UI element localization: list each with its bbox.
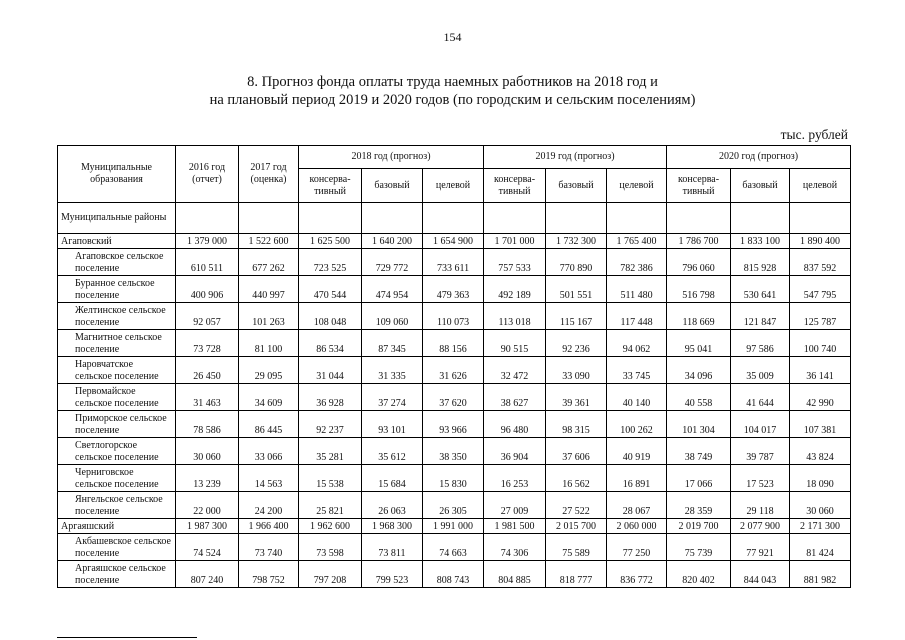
table-cell-value: 75 739 [667, 534, 731, 561]
table-cell-value: 104 017 [731, 411, 790, 438]
col-header-2019: 2019 год (прогноз) [484, 146, 667, 169]
settlement-row [58, 357, 851, 384]
table-cell-value: 73 728 [176, 330, 239, 357]
table-cell-value: 25 821 [299, 492, 362, 519]
table-cell-value: 1 890 400 [790, 234, 851, 249]
table-cell-value: 474 954 [362, 276, 423, 303]
col-header-target: целевой [423, 169, 484, 203]
col-header-2020: 2020 год (прогноз) [667, 146, 851, 169]
table-cell-value: 34 096 [667, 357, 731, 384]
row-label: Магнитное сельское поселение [75, 332, 162, 355]
table-cell-value: 470 544 [299, 276, 362, 303]
table-cell-value: 93 101 [362, 411, 423, 438]
table-cell-value: 1 654 900 [423, 234, 484, 249]
table-cell-value: 92 236 [546, 330, 607, 357]
table-cell-value: 29 118 [731, 492, 790, 519]
settlement-name [58, 276, 176, 303]
row-label: Аргаяшское сельское поселение [75, 563, 166, 586]
table-cell-value: 36 928 [299, 384, 362, 411]
col-header-conservative: консерва-тивный [667, 169, 731, 203]
settlement-row [58, 561, 851, 588]
col-header-municipal: Муниципальные образования [58, 146, 176, 203]
table-cell-value: 27 522 [546, 492, 607, 519]
col-header-base: базовый [731, 169, 790, 203]
table-cell-value: 87 345 [362, 330, 423, 357]
table-cell-value: 36 904 [484, 438, 546, 465]
settlement-name [58, 411, 176, 438]
row-label: Наровчатское сельское поселение [75, 359, 159, 382]
table-cell-value: 1 968 300 [362, 519, 423, 534]
district-row [58, 519, 851, 534]
table-cell-value: 92 237 [299, 411, 362, 438]
table-cell-value: 17 523 [731, 465, 790, 492]
table-cell-value: 100 262 [607, 411, 667, 438]
col-header-conservative: консерва-тивный [484, 169, 546, 203]
table-cell-value: 1 981 500 [484, 519, 546, 534]
table-cell-value: 81 100 [239, 330, 299, 357]
settlement-name [58, 249, 176, 276]
title-line-1: 8. Прогноз фонда оплаты труда наемных работников на 2018 год и [247, 74, 658, 90]
table-cell-value: 26 450 [176, 357, 239, 384]
page-title [0, 73, 905, 109]
table-cell-value: 820 402 [667, 561, 731, 588]
col-header-base: базовый [362, 169, 423, 203]
table-cell-value: 36 141 [790, 357, 851, 384]
table-cell-value: 81 424 [790, 534, 851, 561]
table-cell-value: 1 765 400 [607, 234, 667, 249]
table-cell-value: 30 060 [790, 492, 851, 519]
table-cell-value: 27 009 [484, 492, 546, 519]
table-cell-value: 38 749 [667, 438, 731, 465]
table-cell-value: 1 625 500 [299, 234, 362, 249]
table-cell-value: 1 701 000 [484, 234, 546, 249]
table-cell-value: 88 156 [423, 330, 484, 357]
table-cell-value: 400 906 [176, 276, 239, 303]
table-cell-value: 782 386 [607, 249, 667, 276]
table-cell-value: 34 609 [239, 384, 299, 411]
table-cell-value: 40 919 [607, 438, 667, 465]
table-cell-value: 39 361 [546, 384, 607, 411]
table-cell-value: 15 538 [299, 465, 362, 492]
table-cell-value: 1 786 700 [667, 234, 731, 249]
settlement-name [58, 303, 176, 330]
table-cell-value: 1 991 000 [423, 519, 484, 534]
header-row-years [58, 146, 851, 169]
table-cell-value: 90 515 [484, 330, 546, 357]
table-cell-value: 15 830 [423, 465, 484, 492]
table-cell-value: 108 048 [299, 303, 362, 330]
district-name [58, 519, 176, 534]
table-cell-value: 22 000 [176, 492, 239, 519]
table-cell-value: 74 306 [484, 534, 546, 561]
col-header-target: целевой [607, 169, 667, 203]
settlement-row [58, 465, 851, 492]
row-label: Желтинское сельское поселение [75, 305, 166, 328]
table-cell-value: 38 627 [484, 384, 546, 411]
table-cell-value: 796 060 [667, 249, 731, 276]
col-header-conservative: консерва-тивный [299, 169, 362, 203]
table-cell-value: 95 041 [667, 330, 731, 357]
table-cell-value: 43 824 [790, 438, 851, 465]
units-label: тыс. рублей [780, 127, 848, 142]
table-cell-value: 16 562 [546, 465, 607, 492]
row-label: Янгельское сельское поселение [75, 494, 163, 517]
settlement-name [58, 384, 176, 411]
page-number: 154 [443, 30, 462, 44]
table-cell-value: 516 798 [667, 276, 731, 303]
table-cell-value: 35 009 [731, 357, 790, 384]
row-label: Аргаяшский [61, 521, 115, 532]
table-cell-value: 1 966 400 [239, 519, 299, 534]
settlement-name [58, 357, 176, 384]
table-cell-value: 797 208 [299, 561, 362, 588]
settlement-row [58, 330, 851, 357]
table-cell-value: 74 524 [176, 534, 239, 561]
table-cell-value: 501 551 [546, 276, 607, 303]
table-cell-value: 815 928 [731, 249, 790, 276]
settlement-row [58, 249, 851, 276]
table-cell-value: 37 620 [423, 384, 484, 411]
settlement-name [58, 492, 176, 519]
table-cell-value: 118 669 [667, 303, 731, 330]
col-header-2016: 2016 год (отчет) [176, 146, 239, 203]
row-label: Акбашевское сельское поселение [75, 536, 171, 559]
table-cell-value: 97 586 [731, 330, 790, 357]
table-cell-value: 15 684 [362, 465, 423, 492]
table-cell-value: 78 586 [176, 411, 239, 438]
settlement-row [58, 534, 851, 561]
col-header-target: целевой [790, 169, 851, 203]
table-cell-value: 98 315 [546, 411, 607, 438]
settlement-row [58, 438, 851, 465]
table-cell-value: 28 359 [667, 492, 731, 519]
table-cell-value: 37 274 [362, 384, 423, 411]
table-cell-value: 844 043 [731, 561, 790, 588]
table-cell-value: 73 598 [299, 534, 362, 561]
table-cell-value: 24 200 [239, 492, 299, 519]
settlement-row [58, 411, 851, 438]
table-cell-value: 93 966 [423, 411, 484, 438]
table-cell-value: 1 640 200 [362, 234, 423, 249]
row-label: Агаповский [61, 236, 112, 247]
row-label: Буранное сельское поселение [75, 278, 155, 301]
table-cell-value: 26 063 [362, 492, 423, 519]
table-cell-value: 86 445 [239, 411, 299, 438]
table-cell-value: 799 523 [362, 561, 423, 588]
table-cell-value: 31 044 [299, 357, 362, 384]
table-cell-value: 40 558 [667, 384, 731, 411]
title-line-2: на плановый период 2019 и 2020 годов (по городским и сельским поселениям) [209, 92, 696, 108]
settlement-name [58, 465, 176, 492]
table-cell-value: 836 772 [607, 561, 667, 588]
table-cell-value: 75 589 [546, 534, 607, 561]
table-cell-value: 2 171 300 [790, 519, 851, 534]
table-cell-value: 804 885 [484, 561, 546, 588]
col-header-2017: 2017 год (оценка) [239, 146, 299, 203]
table-cell-value: 18 090 [790, 465, 851, 492]
table-cell-value: 1 522 600 [239, 234, 299, 249]
row-label: Первомайское сельское поселение [75, 386, 159, 409]
table-cell-value: 100 740 [790, 330, 851, 357]
table-cell-value: 530 641 [731, 276, 790, 303]
table-cell-value: 1 962 600 [299, 519, 362, 534]
row-label: Черниговское сельское поселение [75, 467, 159, 490]
regions-row [58, 203, 851, 234]
table-cell-value: 101 304 [667, 411, 731, 438]
table-cell-value: 1 833 100 [731, 234, 790, 249]
table-cell-value: 94 062 [607, 330, 667, 357]
regions-label: Муниципальные районы [58, 203, 176, 234]
table-cell-value: 28 067 [607, 492, 667, 519]
row-label: Агаповское сельское поселение [75, 251, 164, 274]
table-cell-value: 1 732 300 [546, 234, 607, 249]
table-cell-value: 610 511 [176, 249, 239, 276]
table-cell-value: 677 262 [239, 249, 299, 276]
table-cell-value: 798 752 [239, 561, 299, 588]
table-cell-value: 16 891 [607, 465, 667, 492]
settlement-row [58, 492, 851, 519]
table-cell-value: 30 060 [176, 438, 239, 465]
table-cell-value: 29 095 [239, 357, 299, 384]
table-cell-value: 92 057 [176, 303, 239, 330]
table-cell-value: 14 563 [239, 465, 299, 492]
table-cell-value: 113 018 [484, 303, 546, 330]
table-cell-value: 74 663 [423, 534, 484, 561]
table-cell-value: 115 167 [546, 303, 607, 330]
table-cell-value: 818 777 [546, 561, 607, 588]
table-cell-value: 17 066 [667, 465, 731, 492]
table-cell-value: 440 997 [239, 276, 299, 303]
settlement-name [58, 330, 176, 357]
table-cell-value: 101 263 [239, 303, 299, 330]
col-header-2018: 2018 год (прогноз) [299, 146, 484, 169]
table-cell-value: 96 480 [484, 411, 546, 438]
table-cell-value: 73 740 [239, 534, 299, 561]
table-cell-value: 837 592 [790, 249, 851, 276]
table-cell-value: 73 811 [362, 534, 423, 561]
table-cell-value: 807 240 [176, 561, 239, 588]
table-cell-value: 770 890 [546, 249, 607, 276]
settlement-row [58, 303, 851, 330]
table-cell-value: 42 990 [790, 384, 851, 411]
table-cell-value: 808 743 [423, 561, 484, 588]
district-name [58, 234, 176, 249]
table-cell-value: 35 281 [299, 438, 362, 465]
table-cell-value: 33 745 [607, 357, 667, 384]
table-cell-value: 107 381 [790, 411, 851, 438]
row-label: Светлогорское сельское поселение [75, 440, 159, 463]
table-cell-value: 31 463 [176, 384, 239, 411]
table-cell-value: 38 350 [423, 438, 484, 465]
table-cell-value: 77 250 [607, 534, 667, 561]
table-cell-value: 492 189 [484, 276, 546, 303]
settlement-row [58, 384, 851, 411]
district-row [58, 234, 851, 249]
footnote-divider [57, 637, 197, 638]
table-cell-value: 729 772 [362, 249, 423, 276]
table-cell-value: 31 335 [362, 357, 423, 384]
table-cell-value: 733 611 [423, 249, 484, 276]
table-cell-value: 2 019 700 [667, 519, 731, 534]
table-cell-value: 33 066 [239, 438, 299, 465]
table-cell-value: 13 239 [176, 465, 239, 492]
table-cell-value: 110 073 [423, 303, 484, 330]
settlement-name [58, 534, 176, 561]
settlement-row [58, 276, 851, 303]
table-cell-value: 125 787 [790, 303, 851, 330]
table-cell-value: 109 060 [362, 303, 423, 330]
table-cell-value: 86 534 [299, 330, 362, 357]
table-cell-value: 757 533 [484, 249, 546, 276]
table-cell-value: 547 795 [790, 276, 851, 303]
table-cell-value: 511 480 [607, 276, 667, 303]
table-cell-value: 479 363 [423, 276, 484, 303]
table-cell-value: 2 060 000 [607, 519, 667, 534]
table-cell-value: 37 606 [546, 438, 607, 465]
row-label: Приморское сельское поселение [75, 413, 167, 436]
table-cell-value: 16 253 [484, 465, 546, 492]
table-cell-value: 77 921 [731, 534, 790, 561]
table-cell-value: 1 379 000 [176, 234, 239, 249]
table-cell-value: 32 472 [484, 357, 546, 384]
table-cell-value: 2 015 700 [546, 519, 607, 534]
table-cell-value: 1 987 300 [176, 519, 239, 534]
payroll-forecast-table [57, 145, 851, 588]
table-cell-value: 35 612 [362, 438, 423, 465]
table-cell-value: 41 644 [731, 384, 790, 411]
table-cell-value: 40 140 [607, 384, 667, 411]
table-cell-value: 723 525 [299, 249, 362, 276]
table-cell-value: 39 787 [731, 438, 790, 465]
table-cell-value: 117 448 [607, 303, 667, 330]
table-cell-value: 121 847 [731, 303, 790, 330]
settlement-name [58, 561, 176, 588]
table-cell-value: 26 305 [423, 492, 484, 519]
table-cell-value: 2 077 900 [731, 519, 790, 534]
table-cell-value: 881 982 [790, 561, 851, 588]
table-cell-value: 33 090 [546, 357, 607, 384]
col-header-base: базовый [546, 169, 607, 203]
table-cell-value: 31 626 [423, 357, 484, 384]
settlement-name [58, 438, 176, 465]
